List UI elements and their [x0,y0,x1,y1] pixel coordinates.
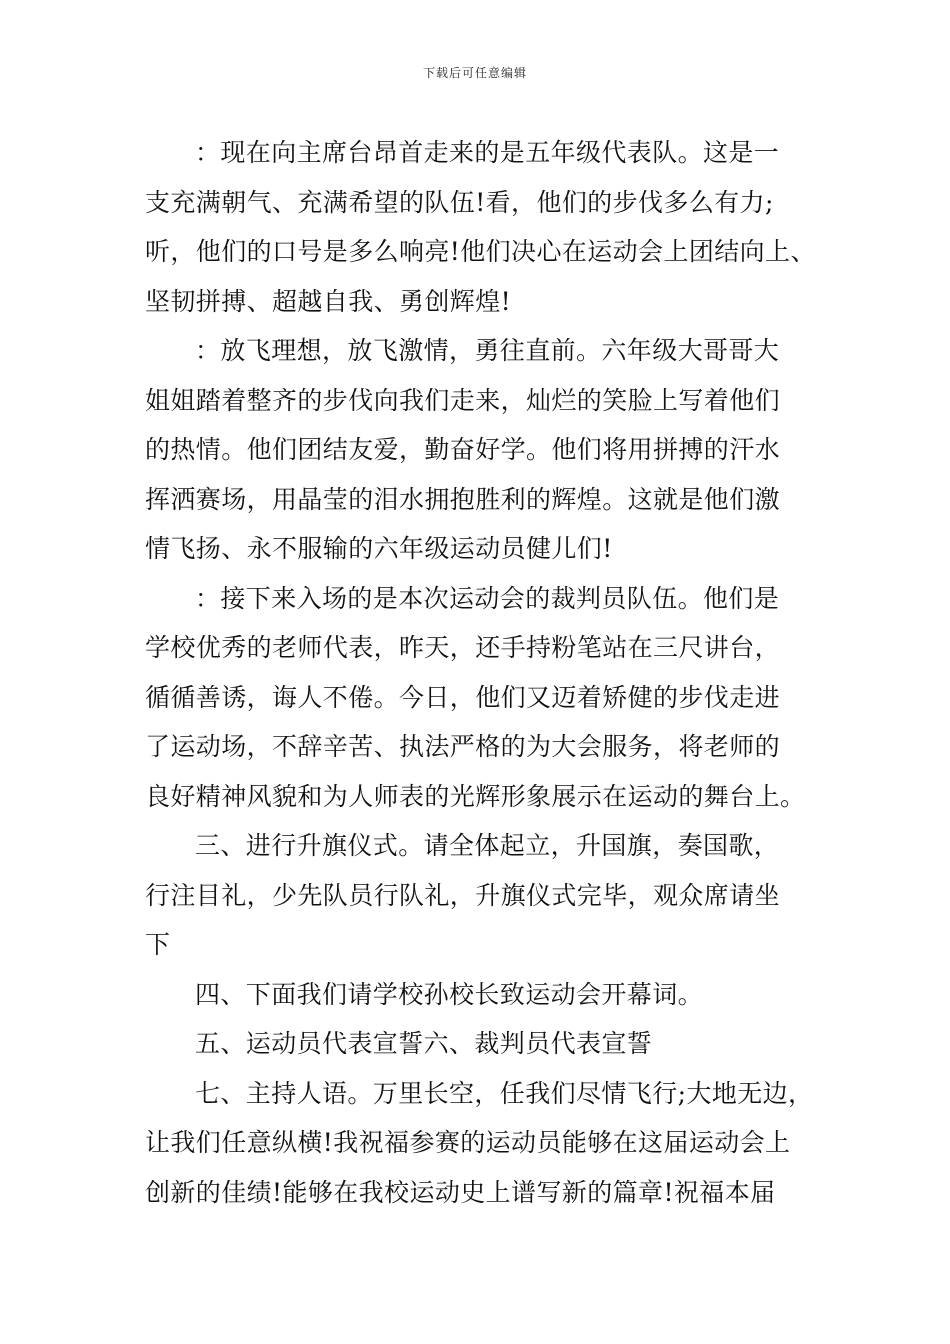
paragraph-line: 五、运动员代表宣誓六、裁判员代表宣誓 [195,1029,653,1058]
paragraph-line: 三、进行升旗仪式。请全体起立，升国旗，奏国歌， [195,831,780,860]
paragraph-line: 听，他们的口号是多么响亮!他们决心在运动会上团结向上、 [145,237,816,266]
paragraph-line: 了运动场，不辞辛苦、执法严格的为大会服务，将老师的 [145,732,781,761]
paragraph-line: 坚韧拼搏、超越自我、勇创辉煌! [145,286,512,316]
paragraph-line: 下 [145,930,171,959]
paragraph-line: 创新的佳绩!能够在我校运动史上谱写新的篇章!祝福本届 [145,1177,776,1207]
paragraph-line: 四、下面我们请学校孙校长致运动会开幕词。 [195,979,704,1009]
paragraph-line: 的热情。他们团结友爱，勤奋好学。他们将用拼搏的汗水 [145,435,781,464]
paragraph-line: 情飞扬、永不服输的六年级运动员健儿们! [145,534,613,563]
document-body [145,128,835,1217]
paragraph-line: 挥洒赛场，用晶莹的泪水拥抱胜利的辉煌。这就是他们激 [145,484,781,514]
paragraph-line: 良好精神风貌和为人师表的光辉形象展示在运动的舞台上。 [145,781,806,811]
paragraph-line: 支充满朝气、充满希望的队伍!看，他们的步伐多么有力; [145,187,774,217]
paragraph-line: 姐姐踏着整齐的步伐向我们走来，灿烂的笑脸上写着他们 [145,385,781,415]
paragraph-line: ：放飞理想，放飞激情，勇往直前。六年级大哥哥大 [195,336,780,365]
page-header: 下载后可任意编辑 [422,66,527,80]
paragraph-line: 七、主持人语。万里长空，任我们尽情飞行;大地无边， [195,1078,814,1108]
paragraph-line: 学校优秀的老师代表，昨天，还手持粉笔站在三尺讲台， [145,633,781,662]
paragraph-line: 行注目礼，少先队员行队礼，升旗仪式完毕，观众席请坐 [145,880,781,910]
paragraph-line: 让我们任意纵横!我祝福参赛的运动员能够在这届运动会上 [145,1128,791,1157]
paragraph-line: ：现在向主席台昂首走来的是五年级代表队。这是一 [195,138,780,167]
paragraph-line: ：接下来入场的是本次运动会的裁判员队伍。他们是 [195,583,780,613]
paragraph-line: 循循善诱，诲人不倦。今日，他们又迈着矫健的步伐走进 [145,682,781,712]
